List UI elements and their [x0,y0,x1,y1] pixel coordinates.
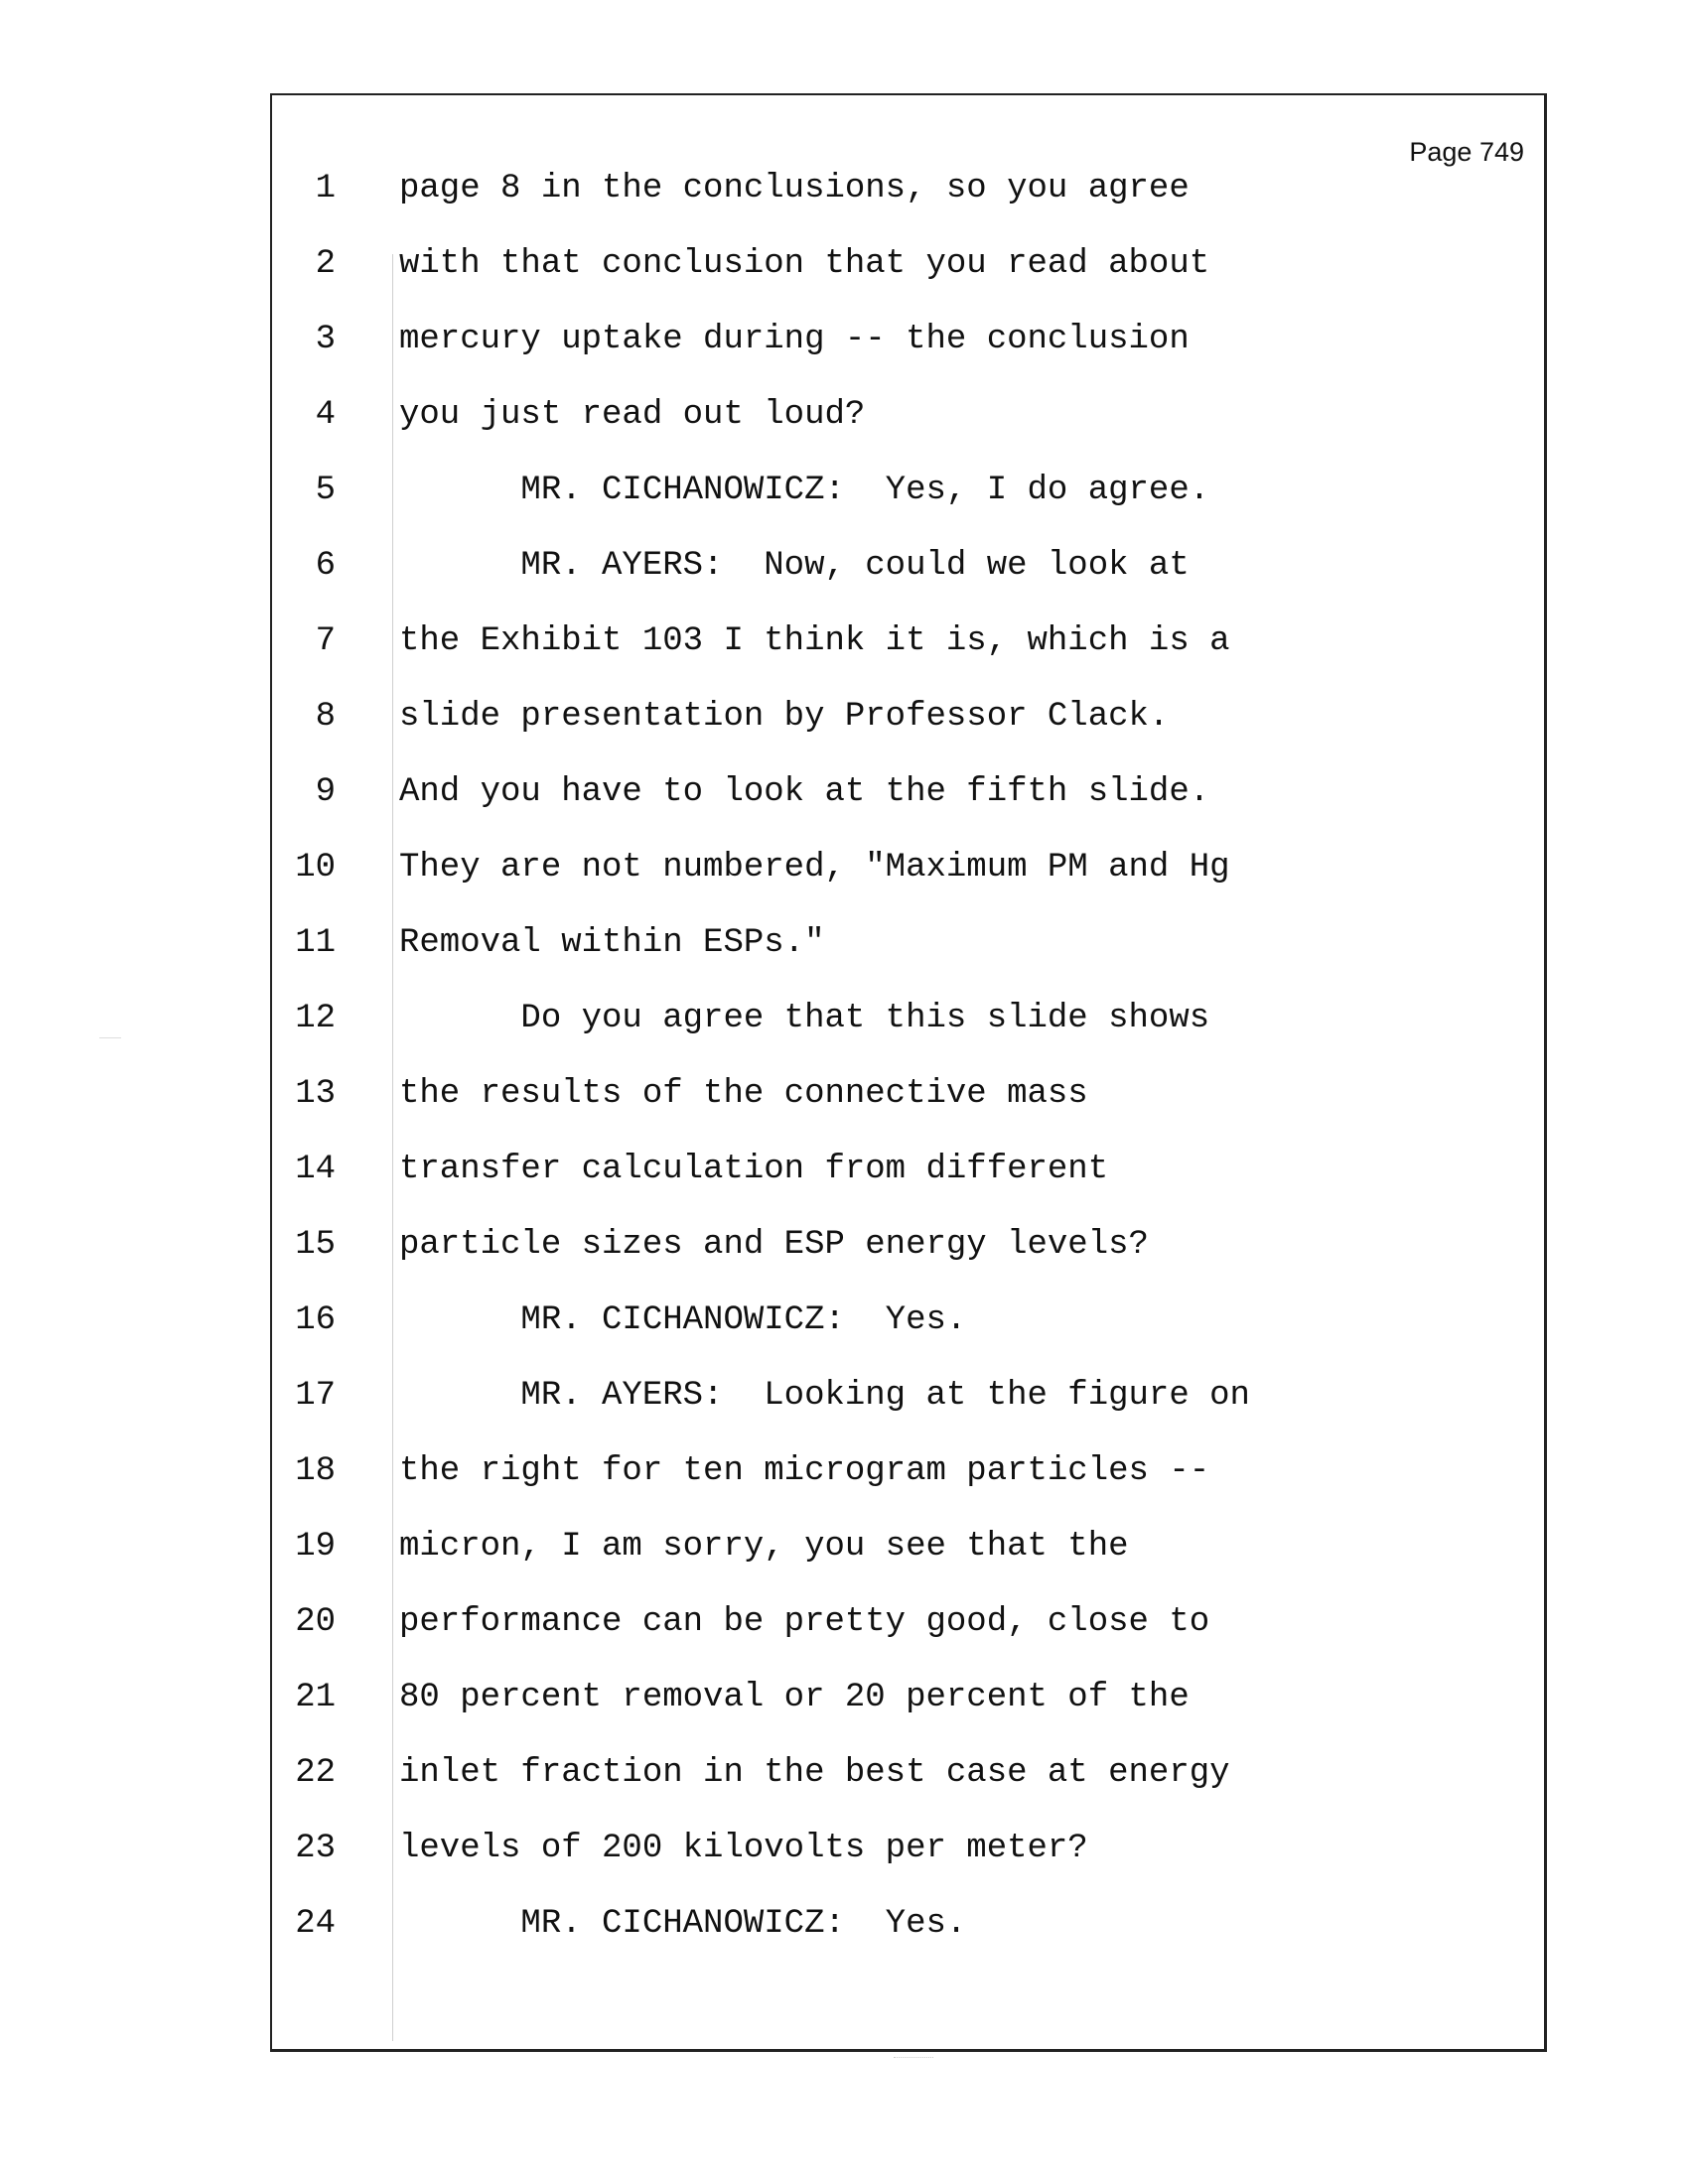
line-text: inlet fraction in the best case at energy [399,1754,1230,1792]
transcript-line [272,469,1544,544]
line-number: 12 [295,1000,336,1037]
transcript-line [272,1600,1544,1676]
line-text: performance can be pretty good, close to [399,1603,1210,1641]
transcript-line [272,544,1544,619]
line-number: 22 [295,1754,336,1792]
transcript-line [272,695,1544,770]
line-text: MR. CICHANOWICZ: Yes, I do agree. [399,472,1210,509]
page-number: Page 749 [1409,137,1524,167]
line-number: 24 [295,1905,336,1943]
transcript-line [272,770,1544,846]
transcript-page [270,93,1547,2052]
line-text: micron, I am sorry, you see that the [399,1528,1129,1566]
line-text: MR. CICHANOWICZ: Yes. [399,1905,967,1943]
line-number: 13 [295,1075,336,1113]
transcript-line [272,1298,1544,1374]
transcript-line [272,921,1544,997]
line-text: page 8 in the conclusions, so you agree [399,170,1190,207]
line-number: 5 [315,472,336,509]
line-text: And you have to look at the fifth slide. [399,773,1210,811]
line-number: 6 [315,547,336,585]
transcript-line [272,1148,1544,1223]
line-text: slide presentation by Professor Clack. [399,698,1170,736]
line-number: 11 [295,924,336,962]
transcript-line [272,1525,1544,1600]
line-text: the Exhibit 103 I think it is, which is a [399,622,1230,660]
line-number: 14 [295,1151,336,1188]
line-text: MR. CICHANOWICZ: Yes. [399,1301,967,1339]
line-text: levels of 200 kilovolts per meter? [399,1830,1088,1867]
transcript-line [272,1374,1544,1449]
transcript-line [272,1449,1544,1525]
line-number: 18 [295,1452,336,1490]
line-number: 8 [315,698,336,736]
transcript-line [272,1676,1544,1751]
transcript-line [272,997,1544,1072]
line-number: 23 [295,1830,336,1867]
line-text: Do you agree that this slide shows [399,1000,1210,1037]
line-text: with that conclusion that you read about [399,245,1210,283]
transcript-line [272,167,1544,242]
line-number: 16 [295,1301,336,1339]
transcript-line [272,1072,1544,1148]
line-text: Removal within ESPs." [399,924,825,962]
line-number: 7 [315,622,336,660]
line-number: 15 [295,1226,336,1264]
line-number: 10 [295,849,336,887]
line-text: you just read out loud? [399,396,866,434]
transcript-line [272,318,1544,393]
line-text: particle sizes and ESP energy levels? [399,1226,1149,1264]
transcript-line [272,846,1544,921]
line-number: 1 [315,170,336,207]
transcript-line [272,1751,1544,1827]
transcript-line [272,242,1544,318]
transcript-line [272,393,1544,469]
line-text: transfer calculation from different [399,1151,1109,1188]
transcript-line [272,1902,1544,1978]
line-text: the right for ten microgram particles -- [399,1452,1210,1490]
line-number: 4 [315,396,336,434]
line-number: 21 [295,1679,336,1716]
line-text: the results of the connective mass [399,1075,1088,1113]
scan-artifact [99,1037,121,1038]
line-number: 3 [315,321,336,358]
transcript-line [272,1223,1544,1298]
line-text: mercury uptake during -- the conclusion [399,321,1190,358]
line-number: 20 [295,1603,336,1641]
line-text: 80 percent removal or 20 percent of the [399,1679,1190,1716]
line-text: MR. AYERS: Looking at the figure on [399,1377,1250,1415]
line-number: 17 [295,1377,336,1415]
scan-artifact [894,2057,933,2058]
transcript-line [272,619,1544,695]
line-number: 9 [315,773,336,811]
line-number: 19 [295,1528,336,1566]
line-text: They are not numbered, "Maximum PM and Hg [399,849,1230,887]
line-number: 2 [315,245,336,283]
transcript-line [272,1827,1544,1902]
line-text: MR. AYERS: Now, could we look at [399,547,1190,585]
